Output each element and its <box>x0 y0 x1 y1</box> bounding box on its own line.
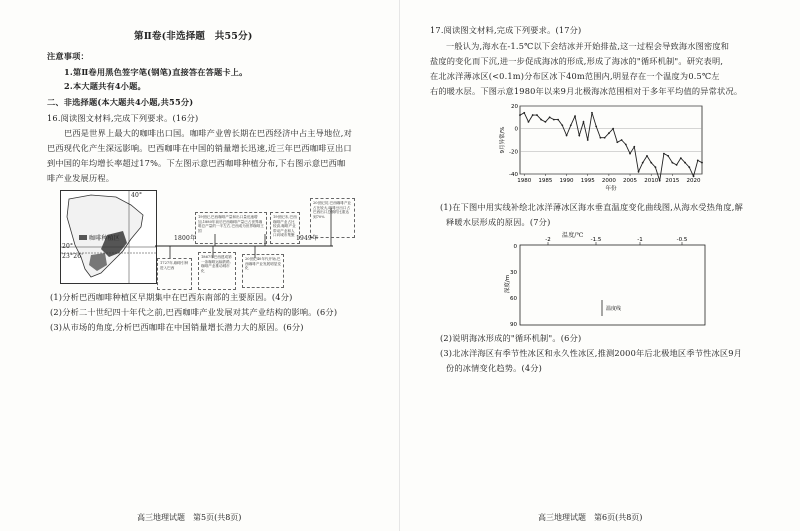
right-page <box>400 0 800 531</box>
data-point <box>595 126 597 128</box>
temp-x-tick-label: -1.5 <box>590 237 602 243</box>
q16-title: 16.阅读图文材料,完成下列要求。(16分) <box>47 113 199 123</box>
data-point <box>557 119 559 121</box>
q17-sub-3a: (3)北冰洋海区有季节性冰区和永久性冰区,推测2000年后北极地区季节性冰区9月 <box>440 348 743 358</box>
temp-y-axis-label: 深度/m <box>505 274 511 294</box>
data-point <box>663 153 665 155</box>
data-point <box>680 157 682 159</box>
data-point <box>693 175 695 177</box>
y-axis-label: 9月异常/% <box>500 126 506 154</box>
data-point <box>570 124 572 126</box>
data-point <box>667 155 669 157</box>
q17-sub-3b: 份的冰情变化趋势。(4分) <box>446 363 543 373</box>
temp-y-tick-label: 0 <box>513 244 517 250</box>
q17-sub-1a: (1)在下图中用实线补绘北冰洋薄冰区海水垂直温度变化曲线图,从海水受热角度,解 <box>440 202 743 212</box>
q16-sub-1: (1)分析巴西咖啡种植区早期集中在巴西东南部的主要原因。(4分) <box>50 292 293 302</box>
legend-swatch <box>79 235 87 240</box>
timeline-box-19c: 19世纪,巴西咖啡产量和出口量迅速增加,1880年前后巴西咖啡产量已占世界咖啡总产量的一半左右,巴西成为世界咖啡王国 <box>195 212 267 244</box>
temp-y-ticks <box>510 244 518 328</box>
x-tick-label: 2015 <box>665 178 680 184</box>
temp-x-tick-label: -1 <box>637 237 643 243</box>
q16-paragraph-line: 巴西是世界上最大的咖啡出口国。咖啡产业曾长期在巴西经济中占主导地位,对 <box>64 128 352 138</box>
sea-ice-anomaly-chart <box>500 100 715 192</box>
brazil-coffee-map <box>60 190 157 284</box>
x-tick-label: 1985 <box>538 178 553 184</box>
data-point <box>561 124 563 126</box>
data-point <box>536 114 538 116</box>
data-point <box>583 121 585 123</box>
q17-sub-2: (2)说明海冰形成的"循环机制"。(6分) <box>440 333 582 343</box>
temp-y-tick-label: 90 <box>510 322 517 328</box>
data-point <box>688 166 690 168</box>
data-point <box>608 132 610 134</box>
x-tick-label: 1990 <box>559 178 574 184</box>
timeline-box-late-19c: 19世纪末,巴西咖啡产业占比较高,咖啡产业带动产业和人口向城市集聚 <box>270 212 300 244</box>
x-tick-label: 2010 <box>644 178 659 184</box>
temp-chart-frame <box>520 245 705 325</box>
q17-paragraph-line: 一般认为,海水在-1.5℃以下会结冰并开始排盐,这一过程会导致海水图密度和 <box>446 41 730 51</box>
y-tick-label: -40 <box>509 172 518 178</box>
data-point <box>676 164 678 166</box>
timeline-box-early-20c: 20世纪初,巴西咖啡产业占比较大,咖啡豆出口占巴西出口总额的比重达到70% <box>310 198 355 238</box>
y-tick-label: -20 <box>509 149 518 156</box>
timeline-box-1727: 1727年,咖啡引种进入巴西 <box>157 258 192 290</box>
data-point <box>591 112 593 114</box>
temp-legend-text: 温度线 <box>606 306 622 312</box>
data-point <box>523 112 525 114</box>
data-point <box>659 180 661 182</box>
q17-sub-1b: 释暖水层形成的原因。(7分) <box>446 217 551 227</box>
temp-x-ticks <box>545 237 688 245</box>
data-point <box>519 114 521 116</box>
data-point <box>587 139 589 141</box>
data-point <box>600 137 602 139</box>
x-tick-label: 2020 <box>686 178 701 184</box>
map-legend-text: 咖啡种植区 <box>89 235 121 242</box>
data-point <box>616 141 618 143</box>
x-axis-label: 年份 <box>605 186 617 192</box>
temp-x-tick-label: -0.5 <box>676 237 688 243</box>
data-point <box>650 162 652 164</box>
temp-chart-title: 温度/℃ <box>562 232 584 239</box>
timeline-box-1867: 1867年巴西建成第一条咖啡运输铁路,咖啡产业推动城市化 <box>198 252 236 290</box>
y-tick-label: 0 <box>514 126 518 133</box>
data-point <box>566 135 568 137</box>
y-tick-label: 20 <box>511 104 518 110</box>
q17-paragraph-line: 右的暖水层。下图示意1980年以来9月北极海冰范围相对于多年平均值的异常状况。 <box>430 86 743 96</box>
x-tick-label: 1980 <box>517 178 532 184</box>
data-point <box>625 144 627 146</box>
temp-y-tick-label: 60 <box>510 296 517 302</box>
data-point <box>544 121 546 123</box>
data-point <box>633 146 635 148</box>
data-point <box>574 115 576 117</box>
x-tick-label: 2005 <box>623 178 638 184</box>
data-point <box>532 114 534 116</box>
timeline-year-1800: 1800年 <box>174 235 197 242</box>
data-point <box>549 116 551 118</box>
data-point <box>612 128 614 130</box>
x-tick-label: 1995 <box>580 178 595 184</box>
q17-paragraph-line: 在北冰洋薄冰区(<0.1m)分布区冰下40m范围内,明显存在一个温度为0.5℃左 <box>430 71 720 81</box>
data-point <box>629 153 631 155</box>
data-point <box>540 119 542 121</box>
data-point <box>646 155 648 157</box>
tropic-label: 23°26' <box>62 253 84 260</box>
q16-paragraph-line: 到中国的年均增长率超过17%。下左图示意巴西咖啡种植分布,下右图示意巴西咖 <box>47 158 346 168</box>
data-point <box>638 171 640 173</box>
q16-paragraph-line: 巴西现代化产生深远影响。巴西咖啡在中国的销量增长迅速,近三年巴西咖啡豆出口 <box>47 143 352 153</box>
left-page-footer: 高三地理试题 第5页(共8页) <box>137 513 242 522</box>
part-heading: 二、非选择题(本大题共4小题,共55分) <box>47 97 194 107</box>
data-point <box>655 166 657 168</box>
q17-title: 17.阅读图文材料,完成下列要求。(17分) <box>430 25 582 35</box>
data-point <box>553 119 555 121</box>
section-title: 第Ⅱ卷(非选择题 共55分) <box>134 31 253 42</box>
data-point <box>701 162 703 164</box>
notice-2: 2.本大题共有4小题。 <box>64 81 146 91</box>
lon-label: 40° <box>131 192 143 199</box>
q16-sub-3: (3)从市场的角度,分析巴西咖啡在中国销量增长潜力大的原因。(6分) <box>50 322 304 332</box>
data-point <box>642 162 644 164</box>
temperature-depth-chart <box>505 237 710 330</box>
q16-sub-2: (2)分析二十世纪四十年代之前,巴西咖啡产业发展对其产业结构的影响。(6分) <box>50 307 338 317</box>
notice-label: 注意事项： <box>47 51 89 61</box>
anomaly-series-line <box>520 113 702 181</box>
data-point <box>528 121 530 123</box>
right-page-footer: 高三地理试题 第6页(共8页) <box>538 513 643 522</box>
notice-1: 1.第Ⅱ卷用黑色签字笔(钢笔)直接答在答题卡上。 <box>64 67 248 77</box>
lat-label: 20° <box>62 243 74 250</box>
timeline-year-1949: 1949年 <box>296 235 319 242</box>
data-point <box>578 135 580 137</box>
temp-x-tick-label: -2 <box>545 237 551 243</box>
timeline-box-1940s: 20世纪40年代开始,巴西咖啡产业发展明显变化 <box>242 254 284 288</box>
data-point <box>684 162 686 164</box>
q16-paragraph-line: 啡产业发展历程。 <box>47 173 115 183</box>
temp-y-tick-label: 30 <box>510 270 517 276</box>
data-point <box>621 139 623 141</box>
x-tick-label: 2000 <box>601 178 616 184</box>
data-point <box>604 137 606 139</box>
data-point <box>671 162 673 164</box>
data-point <box>697 160 699 162</box>
q17-paragraph-line: 盐度的变化而下沉,进一步促成海冰的形成,形成了海冰的"循环机制"。研究表明, <box>430 56 724 66</box>
